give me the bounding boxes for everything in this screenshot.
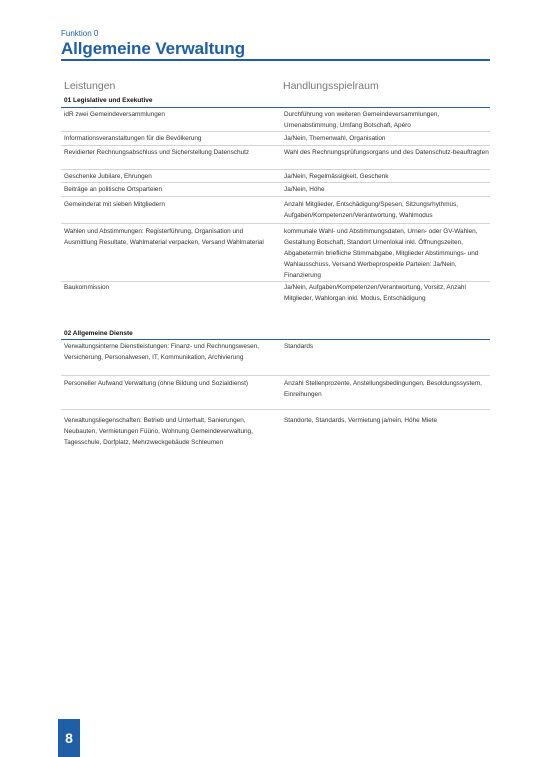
row-divider	[61, 223, 490, 224]
function-kicker: Funktion 0	[61, 29, 99, 38]
section-title-legislative: 01 Legislative und Exekutive	[64, 97, 153, 104]
row-handlungsspielraum: Standorte, Standards, Vermietung ja/nein, Höhe Miete	[284, 417, 438, 424]
column-header-handlungsspielraum: Handlungsspielraum	[283, 80, 379, 92]
row-handlungsspielraum: kommunale Wahl- und Abstimmungsdaten, Urnen- oder GV-Wahlen, Gestaltung Botschaft, Standort Urnenlokal inkl. Öffnungszeiten, Abgabetermin briefliche Stimmabgabe, Mitglieder Abstimmungs- und Wahlausschuss, Versand Werbeprospekte Parteien: Ja/Nein, Finanzierung	[284, 228, 479, 279]
section-rule	[61, 107, 490, 108]
row-leistung: Personeller Aufwand Verwaltung (ohne Bildung und Sozialdienst)	[64, 380, 249, 387]
row-leistung: Informationsveranstaltungen für die Bevölkerung	[64, 135, 202, 142]
row-leistung: Wahlen und Abstimmungen: Registerführung, Organisation und Ausmittlung Resultate, Wahlmaterial verpacken, Versand Wahlmaterial	[64, 228, 264, 246]
page-number: 8	[58, 719, 80, 757]
row-divider	[61, 196, 490, 197]
page-title: Allgemeine Verwaltung	[61, 39, 246, 58]
row-divider	[61, 182, 490, 183]
row-divider	[61, 131, 490, 132]
row-leistung: Geschenke Jubilare, Ehrungen	[64, 173, 152, 180]
row-handlungsspielraum: Anzahl Stellenprozente, Anstellungsbedingungen, Besoldungssystem, Einreihungen	[284, 380, 482, 398]
section-title-allgemeine-dienste: 02 Allgemeine Dienste	[64, 330, 133, 337]
row-handlungsspielraum: Wahl des Rechnungsprüfungsorgans und des Datenschutz-beauftragten	[284, 149, 489, 156]
row-divider	[61, 375, 490, 376]
row-leistung: Beiträge an politische Ortsparteien	[64, 186, 163, 193]
row-leistung: Baukommission	[64, 284, 110, 291]
row-handlungsspielraum: Ja/Nein, Aufgaben/Kompetenzen/Verantwortung, Vorsitz, Anzahl Mitglieder, Wahlorgan inkl. Modus, Entschädigung	[284, 284, 466, 302]
row-handlungsspielraum: Ja/Nein, Themenwahl, Organisation	[284, 135, 386, 142]
row-handlungsspielraum: Anzahl Mitglieder, Entschädigung/Spesen, Sitzungsrhythmus, Aufgaben/Kompetenzen/Verantwortung, Wahlmodus	[284, 201, 459, 219]
row-leistung: idR zwei Gemeindeversammlungen	[64, 111, 165, 118]
row-handlungsspielraum: Standards	[284, 343, 314, 350]
row-handlungsspielraum: Durchführung von weiteren Gemeindeversammlungen, Urnenabstimmung, Umfang Botschaft, Apéro	[284, 111, 440, 129]
row-leistung: Revidierter Rechnungsabschluss und Sicherstellung Datenschutz	[64, 149, 250, 156]
row-divider	[61, 145, 490, 146]
row-divider	[61, 409, 490, 410]
title-rule	[61, 59, 490, 61]
row-handlungsspielraum: Ja/Nein, Regelmässigkeit, Geschenk	[284, 173, 389, 180]
section-rule	[61, 339, 490, 340]
row-handlungsspielraum: Ja/Nein, Höhe	[284, 186, 325, 193]
row-leistung: Verwaltungsinterne Dienstleistungen: Finanz- und Rechnungswesen, Versicherung, Personalwesen, IT, Kommunikation, Archivierung	[64, 343, 260, 361]
row-divider	[61, 169, 490, 170]
row-leistung: Verwaltungsliegenschaften: Betrieb und Unterhalt, Sanierungen, Neubauten, Vermietungen Füürio, Wohnung Gemeindeverwaltung, Tagesschule, Dorfplatz, Mehrzweckgebäude Schleumen	[64, 417, 253, 446]
row-leistung: Gemeinderat mit sieben Mitgliedern	[64, 201, 165, 208]
column-header-leistungen: Leistungen	[64, 80, 116, 92]
